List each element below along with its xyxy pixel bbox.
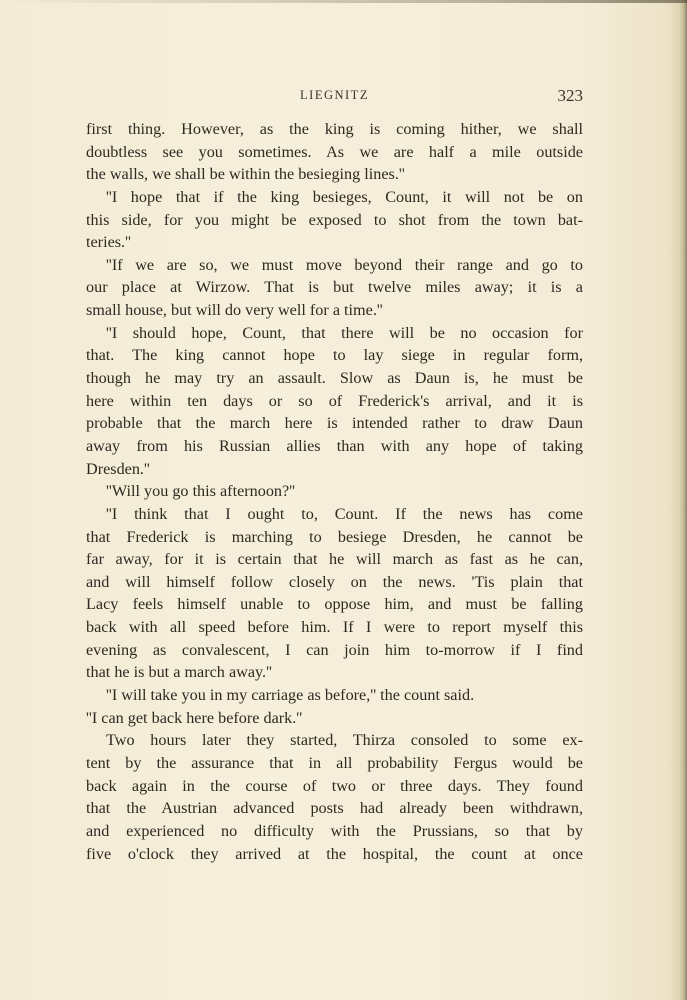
page-top-shadow (0, 0, 687, 3)
text-line: tent by the assurance that in all probability Fergus would be (86, 753, 583, 772)
text-line: probable that the march here is intended rather to draw Daun (86, 414, 583, 433)
running-head (86, 86, 583, 106)
body-text (86, 118, 583, 865)
text-line: away from his Russian allies than with any hope of taking (86, 436, 583, 455)
text-line: five o'clock they arrived at the hospital, the count at once (86, 844, 583, 863)
text-line: first thing. However, as the king is coming hither, we shall (86, 120, 583, 138)
text-line: ''If we are so, we must move beyond their range and go to (106, 255, 583, 274)
text-line: back with all speed before him. If I were to report myself this (86, 618, 583, 637)
text-line: that the Austrian advanced posts had already been withdrawn, (86, 799, 583, 818)
text-line: ''I hope that if the king besieges, Count, it will not be on (106, 187, 583, 206)
text-line: that Frederick is marching to besiege Dresden, he cannot be (86, 527, 583, 546)
text-line: ''I should hope, Count, that there will be no occasion for (106, 323, 583, 342)
text-line: ''I will take you in my carriage as before,'' the count said. (106, 686, 475, 705)
text-line: the walls, we shall be within the besieging lines.'' (86, 165, 405, 184)
text-line: Two hours later they started, Thirza consoled to some ex- (106, 731, 583, 750)
text-line: though he may try an assault. Slow as Daun is, he must be (86, 369, 583, 388)
page-edge-shadow (679, 0, 687, 1000)
text-line: that he is but a march away.'' (86, 663, 272, 682)
text-line: ''I can get back here before dark.'' (86, 708, 303, 727)
text-line: and experienced no difficulty with the Prussians, so that by (86, 821, 583, 840)
running-title: LIEGNITZ (300, 88, 369, 102)
text-line: Lacy feels himself unable to oppose him, and must be falling (86, 595, 583, 614)
text-line: back again in the course of two or three days. They found (86, 776, 583, 795)
text-line: teries.'' (86, 233, 131, 252)
text-line: our place at Wirzow. That is but twelve miles away; it is a (86, 278, 583, 297)
text-line: ''I think that I ought to, Count. If the news has come (106, 504, 583, 523)
page-number: 323 (557, 86, 583, 105)
text-line: that. The king cannot hope to lay siege in regular form, (86, 346, 583, 365)
text-line: Dresden.'' (86, 459, 150, 478)
text-line: here within ten days or so of Frederick's arrival, and it is (86, 391, 583, 410)
text-line: far away, for it is certain that he will march as fast as he can, (86, 550, 583, 569)
text-line: this side, for you might be exposed to shot from the town bat- (86, 210, 583, 229)
text-line: ''Will you go this afternoon?'' (106, 482, 296, 501)
text-line: doubtless see you sometimes. As we are half a mile outside (86, 142, 583, 161)
text-line: and will himself follow closely on the news. 'Tis plain that (86, 572, 583, 591)
text-line: evening as convalescent, I can join him to-morrow if I find (86, 640, 583, 659)
text-line: small house, but will do very well for a time.'' (86, 301, 383, 320)
